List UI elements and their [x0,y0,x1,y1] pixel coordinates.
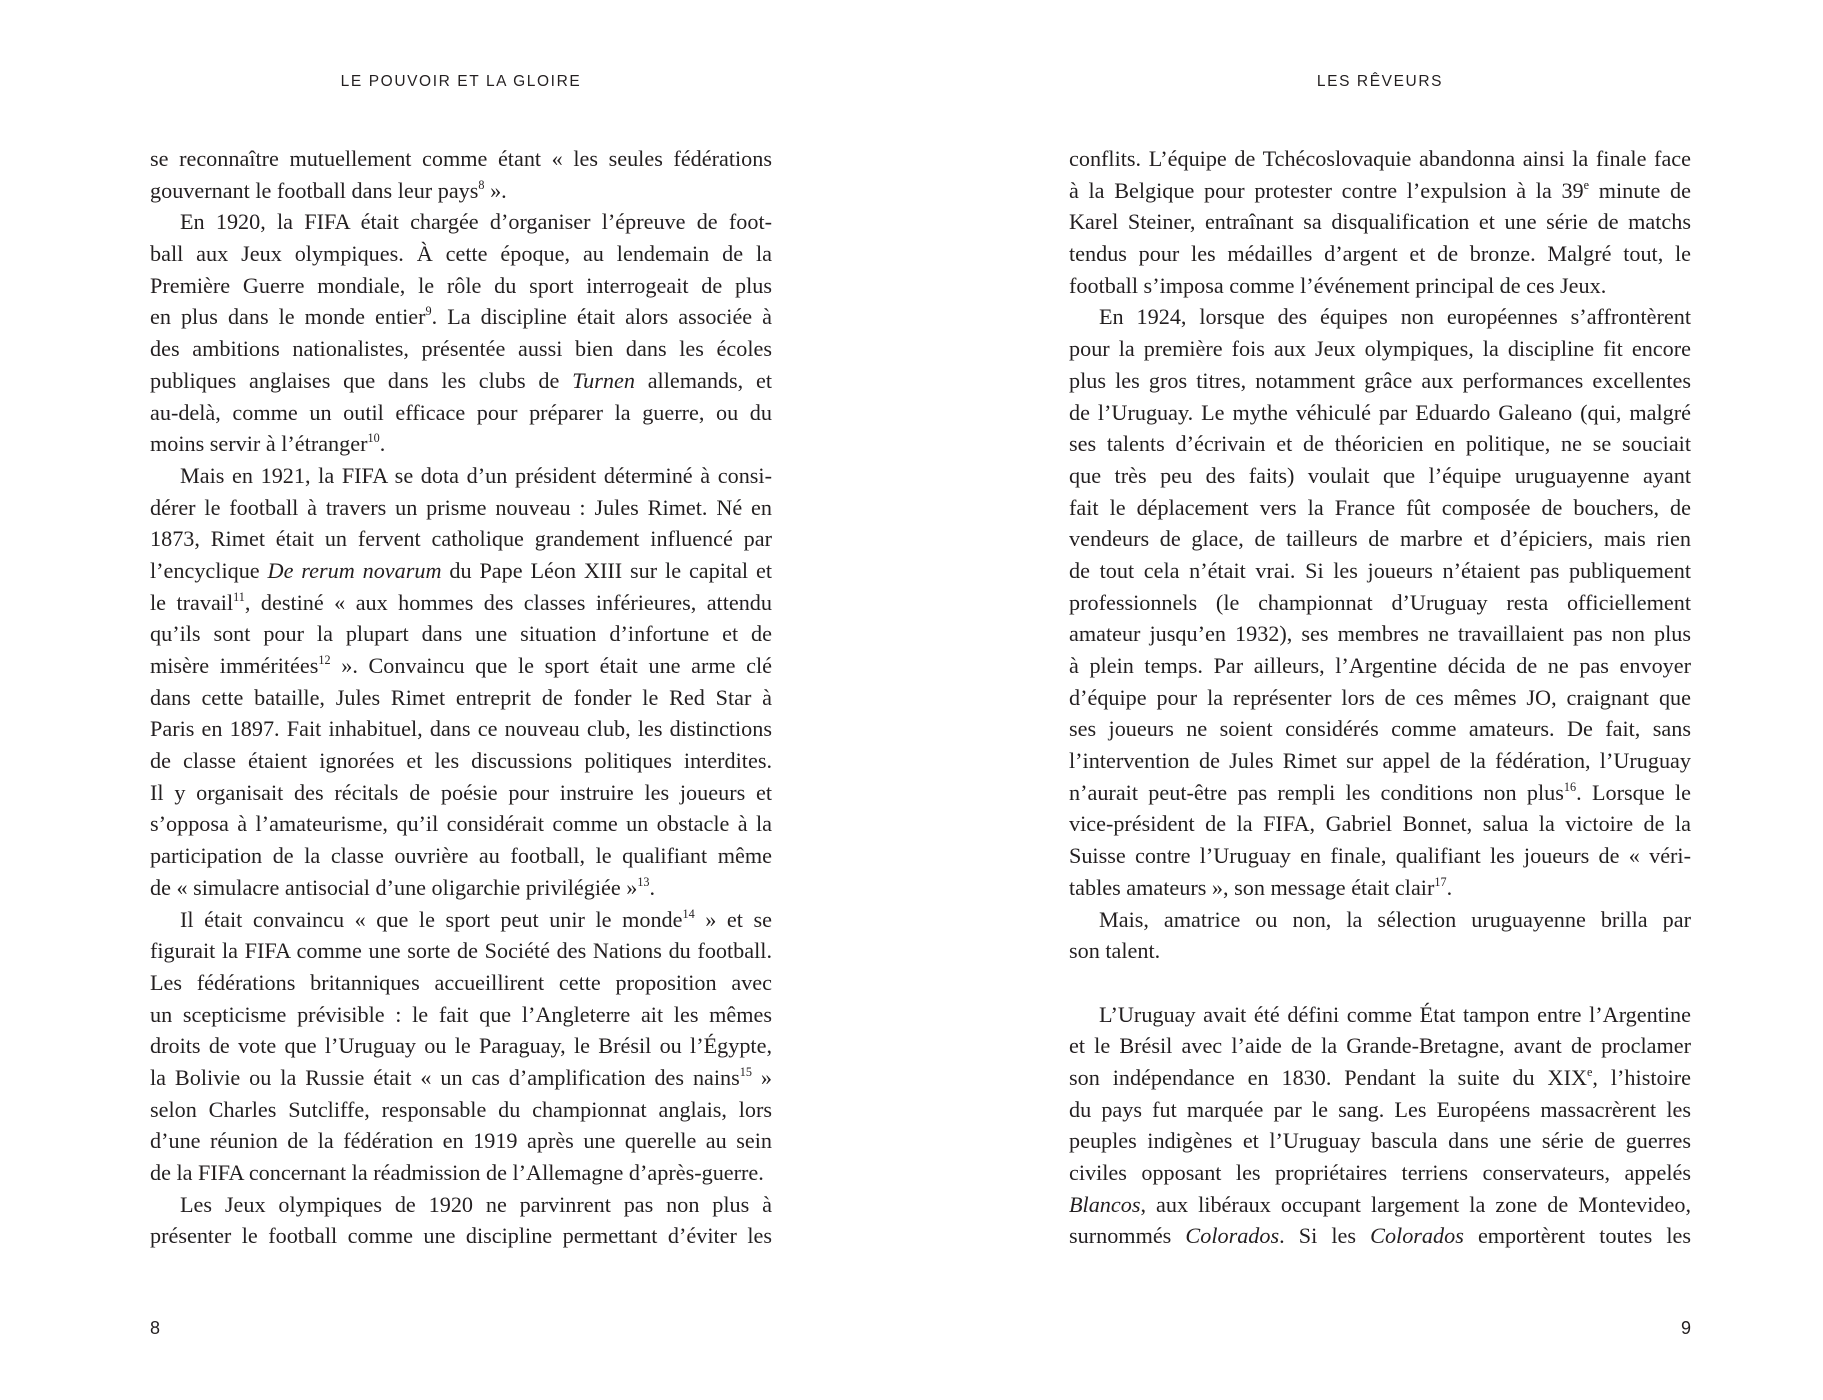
line-text: à plein temps. Par ailleurs, l’Argentine décida de ne pas envoyer [1069,653,1691,678]
text-line [1069,840,1691,872]
line-text: l’encyclique [150,557,268,583]
text-line [150,713,772,745]
text-line [1069,808,1691,840]
text-line [1069,999,1691,1031]
line-text: d’équipe pour la représenter lors de ces mêmes JO, craignant que [1069,684,1691,710]
line-text: de l’Uruguay. Le mythe véhiculé par Eduardo Galeano (qui, malgré [1069,399,1691,425]
line-text: Mais en 1921, la FIFA se dota d’un président déterminé à consi- [180,462,772,488]
body-text [150,143,772,1252]
text-line [150,1220,772,1252]
footnote-ref: e [1583,177,1590,192]
line-text: dérer le football à travers un prisme nouveau : Jules Rimet. Né en [150,494,772,520]
text-line [150,397,772,429]
line-text: Première Guerre mondiale, le rôle du sport interrogeait de plus [150,272,772,298]
text-line [1069,682,1691,714]
footnote-ref: 16 [1563,779,1577,794]
text-line [150,270,772,302]
footnote-ref: 15 [739,1064,752,1079]
text-line [150,1157,772,1189]
line-text: En 1920, la FIFA était chargée d’organiser l’épreuve de foot- [180,209,772,235]
line-text: civiles opposant les propriétaires terriens conservateurs, appelés [1069,1160,1691,1185]
line-text: peuples indigènes et l’Uruguay bascula dans une série de guerres [1069,1128,1691,1154]
line-text: En 1924, lorsque des équipes non européennes s’affrontèrent [1099,304,1691,330]
line-text: . Si les [1279,1223,1371,1249]
footnote-ref: 12 [318,652,331,667]
line-text: pour la première fois aux Jeux olympiques, la discipline fit encore [1069,336,1691,362]
italic-text: De rerum novarum [267,557,442,583]
text-line [1069,650,1691,682]
line-text: des ambitions nationalistes, présentée aussi bien dans les écoles [150,336,772,362]
line-text: son indépendance en 1830. Pendant la suite du XIX [1069,1064,1587,1090]
text-line [1069,1094,1691,1126]
text-line [150,840,772,872]
line-text: de la FIFA concernant la réadmission de l’Allemagne d’après-guerre. [150,1160,764,1185]
line-text: , aux libéraux occupant largement la zone de Montevideo, [1140,1191,1691,1217]
italic-text: Colorados [1370,1223,1464,1249]
line-text: s’opposa à l’amateurisme, qu’il considérait comme un obstacle à la [150,811,772,837]
text-line [1069,1030,1691,1062]
line-text: professionnels (le championnat d’Uruguay resta officiellement [1069,589,1691,615]
text-line [1069,333,1691,365]
page-number: 8 [150,1318,161,1338]
text-line [1069,428,1691,460]
text-line [1069,618,1691,650]
footnote-ref: 14 [682,906,695,921]
line-text: misère imméritées [150,653,319,678]
line-text: de « simulacre antisocial d’une oligarchie privilégiée » [150,874,638,900]
line-text: . [379,431,386,457]
line-text: Les fédérations britanniques accueillirent cette proposition avec [150,969,772,995]
text-line [150,1062,772,1094]
line-text: la Bolivie ou la Russie était « un cas d’amplification des nains [150,1064,740,1090]
text-line [150,935,772,967]
line-text: surnommés [1069,1223,1186,1249]
text-line [1069,175,1691,207]
line-text: ». Convaincu que le sport était une arme clé [330,653,773,678]
line-text: Suisse contre l’Uruguay en finale, qualifiant les joueurs de « véri- [1069,843,1691,869]
line-text: un scepticisme prévisible : le fait que l’Angleterre ait les mêmes [150,1001,772,1027]
line-text: vendeurs de glace, de tailleurs de marbre et d’épiciers, mais rien [1069,526,1691,552]
line-text: . [649,874,656,900]
text-line [1069,587,1691,619]
line-text: d’une réunion de la fédération en 1919 après une querelle au sein [150,1128,772,1154]
line-text: dans cette bataille, Jules Rimet entreprit de fonder le Red Star à [150,684,772,710]
text-line [150,1094,772,1126]
running-head: LES RÊVEURS [1316,73,1444,90]
text-line [1069,1125,1691,1157]
line-text: L’Uruguay avait été défini comme État tampon entre l’Argentine [1099,1001,1691,1027]
line-text: et le Brésil avec l’aide de la Grande-Bretagne, avant de proclamer [1069,1033,1691,1059]
line-text: conflits. L’équipe de Tchécoslovaquie abandonna ainsi la finale face [1069,146,1691,171]
line-text: publiques anglaises que dans les clubs de [150,367,573,393]
text-line [150,682,772,714]
text-line [1069,238,1691,270]
text-line [1069,967,1691,999]
text-line [150,301,772,333]
text-line [1069,555,1691,587]
text-line [150,333,772,365]
line-text: Mais, amatrice ou non, la sélection uruguayenne brilla par [1099,906,1691,932]
line-text: » et se [694,906,772,932]
text-line [150,618,772,650]
text-line [1069,1220,1691,1252]
line-text: Il était convaincu « que le sport peut unir le monde [180,906,683,932]
footnote-ref: e [1587,1064,1593,1079]
page-number: 9 [1680,1318,1691,1338]
line-text: , l’histoire [1592,1064,1691,1090]
text-line [1069,713,1691,745]
left-page [150,0,772,1400]
text-line [1069,492,1691,524]
line-text: son talent. [1069,938,1161,964]
line-text: selon Charles Sutcliffe, responsable du championnat anglais, lors [150,1096,772,1122]
line-text: tables amateurs », son message était clair [1069,874,1435,900]
line-text: à la Belgique pour protester contre l’expulsion à la 39 [1069,177,1584,203]
line-text: l’intervention de Jules Rimet sur appel de la fédération, l’Uruguay [1069,748,1691,774]
text-line [1069,745,1691,777]
line-text: présenter le football comme une discipline permettant d’éviter les [150,1223,772,1249]
text-line [150,175,772,207]
line-text: minute de [1589,177,1691,203]
line-text: de classe étaient ignorées et les discussions politiques interdites. [150,748,772,774]
text-line [150,650,772,682]
footnote-ref: 13 [637,874,650,889]
text-line [150,206,772,238]
line-text: Les Jeux olympiques de 1920 ne parvinrent pas non plus à [180,1191,772,1217]
text-line [1069,143,1691,175]
line-text: . La discipline était alors associée à [431,304,772,330]
line-text: moins servir à l’étranger [150,431,368,457]
text-line [1069,270,1691,302]
line-text: qu’ils sont pour la plupart dans une situation d’infortune et de [150,621,772,647]
footnote-ref: 11 [233,589,245,604]
footnote-ref: 10 [367,431,380,446]
line-text: amateur jusqu’en 1932), ses membres ne travaillaient pas non plus [1069,621,1691,647]
line-text: Karel Steiner, entraînant sa disqualification et une série de matchs [1069,209,1691,235]
text-line [1069,904,1691,936]
text-line [150,872,772,904]
italic-text: Turnen [572,367,635,393]
text-line [150,428,772,460]
line-text: ball aux Jeux olympiques. À cette époque, au lendemain de la [150,241,772,267]
line-text: , destiné « aux hommes des classes inférieures, attendu [244,589,772,615]
body-text [1069,143,1691,1252]
text-line [1069,872,1691,904]
line-text: emportèrent toutes les [1463,1223,1691,1249]
text-line [1069,777,1691,809]
text-line [1069,365,1691,397]
text-line [1069,460,1691,492]
footnote-ref: 9 [425,304,432,319]
line-text: gouvernant le football dans leur pays [150,177,479,203]
text-line [150,808,772,840]
line-text: allemands, et [634,367,772,393]
line-text: fait le déplacement vers la France fût composée de bouchers, de [1069,494,1691,520]
text-line [150,523,772,555]
line-text: au-delà, comme un outil efficace pour préparer la guerre, ou du [150,399,772,425]
line-text: n’aurait peut-être pas rempli les conditions non plus [1069,779,1564,805]
line-text: droits de vote que l’Uruguay ou le Paraguay, le Brésil ou l’Égypte, [150,1033,772,1059]
text-line [1069,1157,1691,1189]
line-text: ses talents d’écrivain et de théoricien en politique, ne se souciait [1069,431,1691,457]
text-line [150,777,772,809]
running-head: LE POUVOIR ET LA GLOIRE [340,73,582,90]
line-text: ». [484,177,507,203]
text-line [150,967,772,999]
text-line [150,365,772,397]
line-text: vice-président de la FIFA, Gabriel Bonnet, salua la victoire de la [1069,811,1691,837]
text-line [1069,1062,1691,1094]
text-line [1069,206,1691,238]
text-line [1069,301,1691,333]
text-line [150,904,772,936]
text-line [150,587,772,619]
text-line [150,143,772,175]
line-text: » [752,1064,773,1090]
line-text: Paris en 1897. Fait inhabituel, dans ce nouveau club, les distinctions [150,716,772,742]
line-text: tendus pour les médailles d’argent et de bronze. Malgré tout, le [1069,241,1691,267]
text-line [150,745,772,777]
line-text: en plus dans le monde entier [150,304,426,330]
line-text: du pays fut marquée par le sang. Les Européens massacrèrent les [1069,1096,1691,1122]
line-text: . [1446,874,1453,900]
line-text: du Pape Léon XIII sur le capital et [441,557,772,583]
line-text: se reconnaître mutuellement comme étant « les seules fédérations [150,146,772,171]
footnote-ref: 8 [478,177,485,192]
text-line [1069,523,1691,555]
line-text: figurait la FIFA comme une sorte de Société des Nations du football. [150,938,772,964]
text-line [150,1189,772,1221]
text-line [150,555,772,587]
line-text: ses joueurs ne soient considérés comme amateurs. De fait, sans [1069,716,1691,742]
line-text: que très peu des faits) voulait que l’équipe uruguayenne ayant [1069,462,1691,488]
line-text: football s’imposa comme l’événement principal de ces Jeux. [1069,272,1607,298]
italic-text: Blancos [1069,1191,1141,1217]
line-text: 1873, Rimet était un fervent catholique grandement influencé par [150,526,772,552]
line-text: participation de la classe ouvrière au football, le qualifiant même [150,843,772,869]
text-line [150,238,772,270]
right-page [1069,0,1691,1400]
text-line [150,460,772,492]
line-text: . Lorsque le [1576,779,1691,805]
line-text: plus les gros titres, notamment grâce aux performances excellentes [1069,367,1691,393]
footnote-ref: 17 [1434,874,1447,889]
text-line [150,999,772,1031]
text-line [150,1125,772,1157]
text-line [1069,935,1691,967]
text-line [1069,1189,1691,1221]
line-text: le travail [150,589,234,615]
text-line [1069,397,1691,429]
line-text: de tout cela n’était vrai. Si les joueurs n’étaient pas publiquement [1069,557,1691,583]
text-line [150,492,772,524]
italic-text: Colorados [1185,1223,1280,1249]
line-text: Il y organisait des récitals de poésie pour instruire les joueurs et [150,779,772,805]
text-line [150,1030,772,1062]
